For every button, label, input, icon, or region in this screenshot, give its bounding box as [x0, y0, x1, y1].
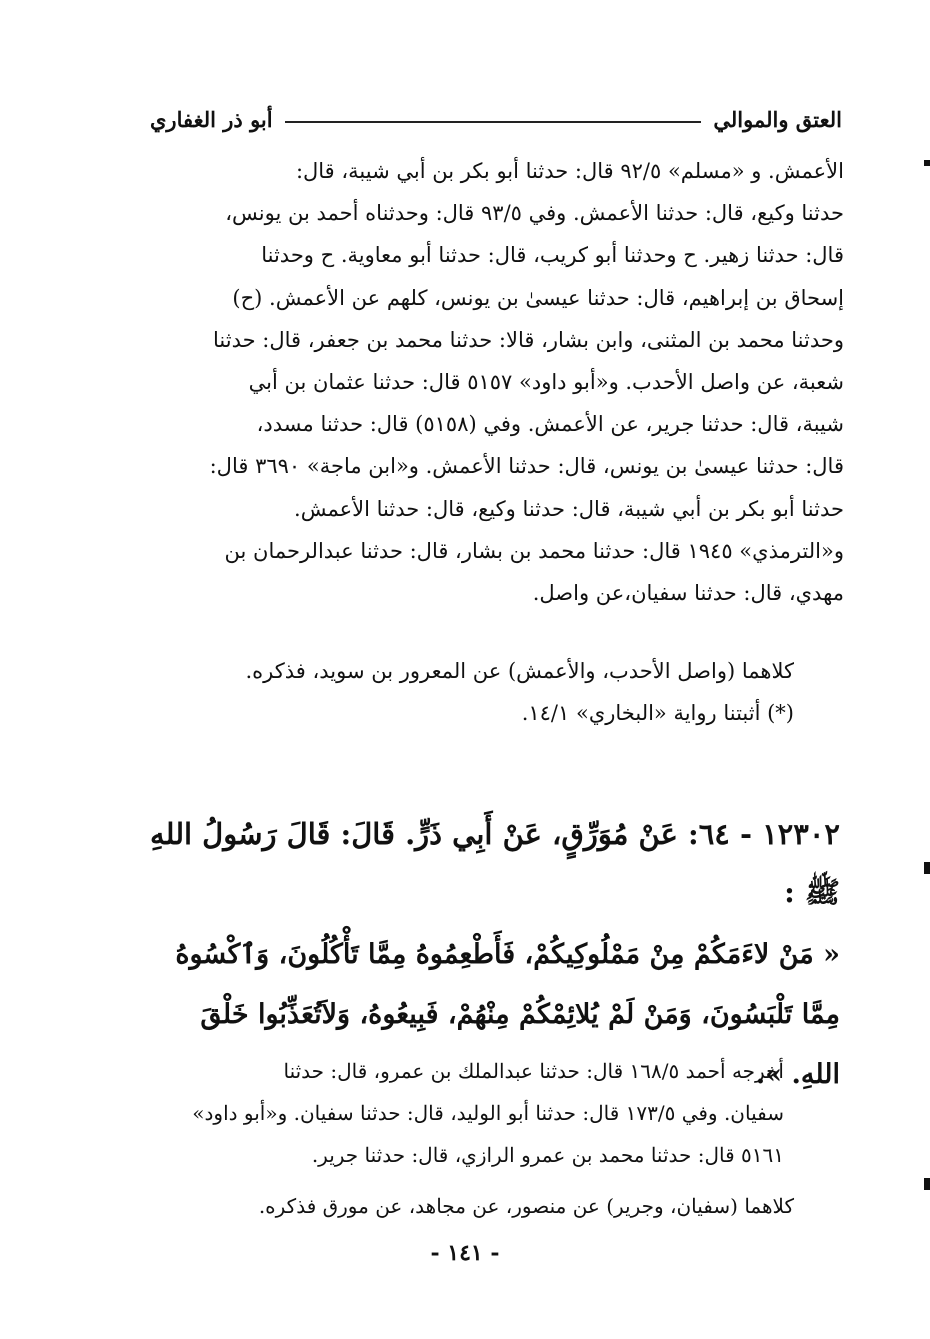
text-line: حدثنا وكيع، قال: حدثنا الأعمش. وفي ٩٣/٥ قال: وحدثناه أحمد بن يونس،	[225, 201, 844, 226]
text-line: كلاهما (سفيان، وجرير) عن منصور، عن مجاهد، عن مورق فذكره.	[258, 1194, 794, 1218]
page-number: - ١٤١ -	[430, 1240, 500, 1266]
text-line: قال: حدثنا عيسىٰ بن يونس، قال: حدثنا الأعمش. و«ابن ماجة» ٣٦٩٠ قال:	[209, 454, 844, 479]
text-line: إسحاق بن إبراهيم، قال: حدثنا عيسىٰ بن يونس، كلهم عن الأعمش. (ح)	[232, 285, 844, 310]
hadith-heading	[150, 805, 840, 921]
hadith-line: « مَنْ لاءَمَكُمْ مِنْ مَمْلُوكِيكُمْ، فَأَطْعِمُوهُ مِمَّا تَأْكُلُونَ، وَٱكْسُوهُ	[175, 939, 840, 970]
header-section-title: أبو ذر الغفاري	[150, 107, 273, 132]
text-line: مهدي، قال: حدثنا سفيان،عن واصل.	[532, 581, 844, 606]
header-rule	[285, 121, 702, 123]
scan-mark	[924, 1178, 930, 1190]
text-line: ٥١٦١ قال: حدثنا محمد بن عمرو الرازي، قال: حدثنا جرير.	[311, 1143, 784, 1167]
text-line: و«الترمذي» ١٩٤٥ قال: حدثنا محمد بن بشار، قال: حدثنا عبدالرحمان بن	[224, 538, 844, 563]
text-line: الأعمش. و «مسلم» ٩٢/٥ قال: حدثنا أبو بكر بن أبي شيبة، قال:	[295, 159, 844, 183]
text-line: وحدثنا محمد بن المثنى، وابن بشار، قالا: حدثنا محمد بن جعفر، قال: حدثنا	[213, 327, 844, 352]
text-line: كلاهما (واصل الأحدب، والأعمش) عن المعرور بن سويد، فذكره.	[245, 659, 794, 683]
summary-paragraph	[150, 650, 844, 734]
text-line: قال: حدثنا زهير. ح وحدثنا أبو كريب، قال: حدثنا أبو معاوية. ح وحدثنا	[261, 243, 844, 268]
hadith-line: مِمَّا تَلْبَسُونَ، وَمَنْ لَمْ يُلائِمْكُمْ مِنْهُمْ، فَبِيعُوهُ، وَلاَتُعَذِّبُوا خَلْقَ اللهِ. ».	[200, 999, 840, 1090]
footnote-line: (*) أثبتنا رواية «البخاري» ١٤/١.	[521, 701, 794, 725]
takhrij-paragraph-bottom	[150, 1050, 834, 1176]
text-line: شعبة، عن واصل الأحدب. و«أبو داود» ٥١٥٧ قال: حدثنا عثمان بن أبي	[248, 370, 844, 395]
text-line: شيبة، قال: حدثنا جرير، عن الأعمش. وفي (٥١٥٨) قال: حدثنا مسدد،	[256, 412, 844, 437]
scan-mark	[924, 160, 930, 166]
text-line: حدثنا أبو بكر بن أبي شيبة، قال: حدثنا وكيع، قال: حدثنا الأعمش.	[294, 496, 844, 521]
hadith-heading-line: ١٢٣٠٢ - ٦٤: عَنْ مُوَرِّقٍ، عَنْ أَبِي ذَرٍّ. قَالَ: قَالَ رَسُولُ اللهِ	[150, 817, 840, 851]
text-line: أخرجه أحمد ١٦٨/٥ قال: حدثنا عبدالملك بن عمرو، قال: حدثنا	[283, 1059, 784, 1083]
salutation-glyph: ﷺ :	[784, 875, 840, 909]
header-chapter-title: العتق والموالي	[713, 107, 842, 132]
text-line: سفيان. وفي ١٧٣/٥ قال: حدثنا أبو الوليد، قال: حدثنا سفيان. و«أبو داود»	[192, 1101, 784, 1125]
closing-paragraph	[150, 1188, 844, 1224]
takhrij-paragraph-top	[150, 150, 844, 614]
scan-mark	[924, 862, 930, 874]
running-header	[150, 92, 842, 132]
